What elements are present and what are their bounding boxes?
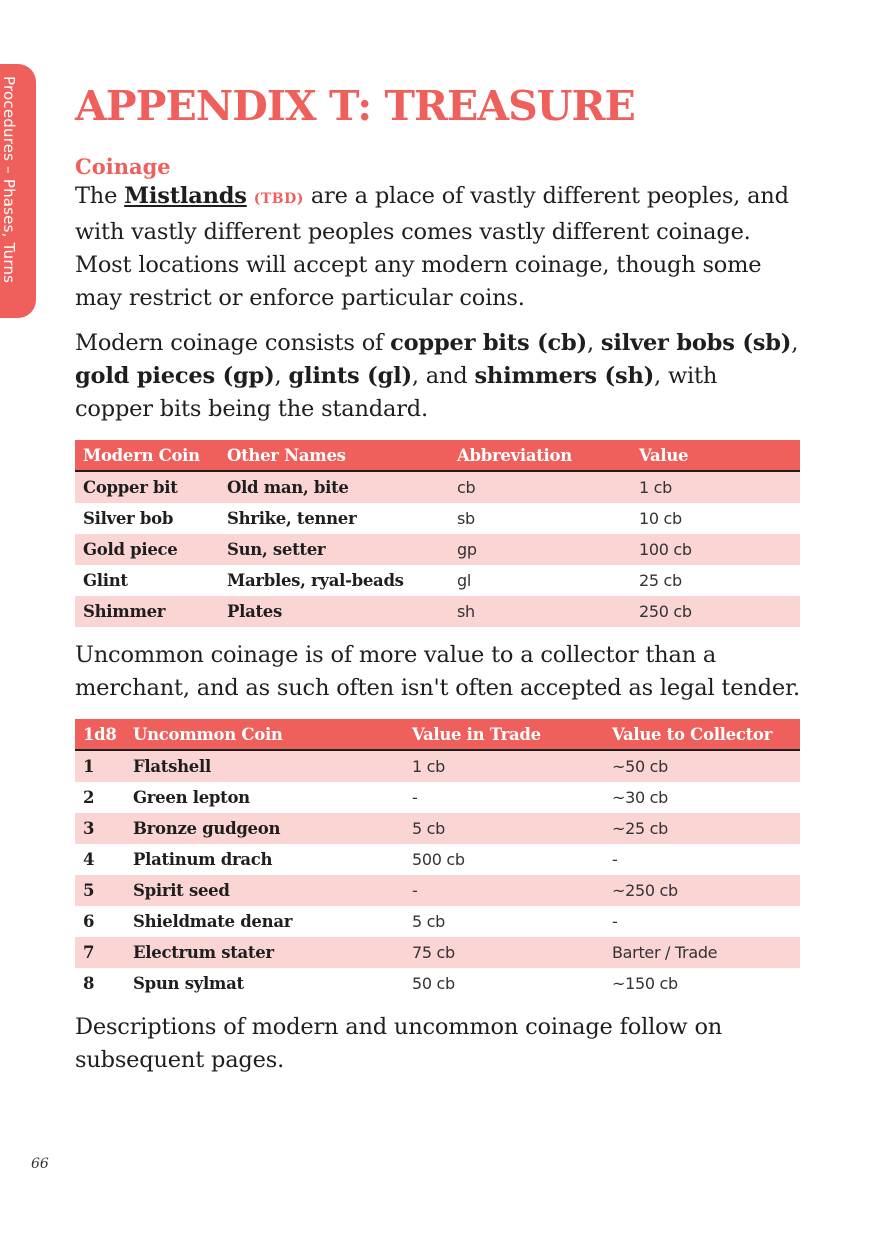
- uncommon-coinage-paragraph: Uncommon coinage is of more value to a collector than a merchant, and as such often isn't often accepted as legal tender.: [75, 642, 801, 701]
- chapter-side-tab[interactable]: [0, 64, 36, 318]
- chapter-side-tab-label: Procedures – Phases, Turns: [0, 76, 18, 284]
- modern-coinage-paragraph: Modern coinage consists of copper bits (cb), silver bobs (sb), gold pieces (gp), glints (gl), and shimmers (sh), with copper bits being the standard.: [75, 330, 799, 422]
- column-header: Modern Coin: [75, 440, 219, 471]
- table-row: Silver bob Shrike, tenner sb 10 cb: [83, 509, 682, 528]
- table-row: 5 Spirit seed - ~250 cb: [75, 875, 800, 906]
- column-header: Value: [631, 440, 800, 471]
- table-row: 3 Bronze gudgeon 5 cb ~25 cb: [75, 813, 800, 844]
- mistlands-link[interactable]: Mistlands: [124, 183, 247, 209]
- table-header-row: [75, 719, 800, 750]
- table-row: Copper bit Old man, bite cb 1 cb: [75, 471, 800, 503]
- column-header: Value in Trade: [404, 719, 604, 750]
- table-row: 7 Electrum stater 75 cb Barter / Trade: [75, 937, 800, 968]
- uncommon-coin-table: [75, 719, 800, 999]
- column-header: Abbreviation: [449, 440, 631, 471]
- table-row: Gold piece Sun, setter gp 100 cb: [75, 534, 800, 565]
- page-title: APPENDIX T: TREASURE: [75, 82, 635, 130]
- table-row: 4 Platinum drach 500 cb -: [83, 850, 618, 869]
- table-row: Glint Marbles, ryal-beads gl 25 cb: [83, 571, 682, 590]
- column-header: Value to Collector: [604, 719, 800, 750]
- column-header: 1d8: [75, 719, 125, 750]
- table-row: 8 Spun sylmat 50 cb ~150 cb: [83, 974, 678, 993]
- intro-paragraph: The Mistlands (TBD) are a place of vastly different peoples, and with vastly different peoples comes vastly different coinage. Most locations will accept any modern coinage, though some may restrict or enforce particular coins.: [75, 183, 789, 311]
- column-header: Other Names: [219, 440, 449, 471]
- page-content: [75, 80, 800, 1077]
- modern-coin-table: [75, 440, 800, 627]
- table-row: 2 Green lepton - ~30 cb: [83, 788, 669, 807]
- table-row: Shimmer Plates sh 250 cb: [75, 596, 800, 627]
- closing-paragraph: Descriptions of modern and uncommon coinage follow on subsequent pages.: [75, 1014, 723, 1073]
- section-heading-coinage: Coinage: [75, 154, 171, 179]
- table-row: 1 Flatshell 1 cb ~50 cb: [75, 750, 800, 782]
- column-header: Uncommon Coin: [125, 719, 404, 750]
- table-row: 6 Shieldmate denar 5 cb -: [83, 912, 618, 931]
- table-header-row: [75, 440, 800, 471]
- tbd-tag: (TBD): [253, 191, 304, 207]
- page-number: 66: [31, 1156, 49, 1172]
